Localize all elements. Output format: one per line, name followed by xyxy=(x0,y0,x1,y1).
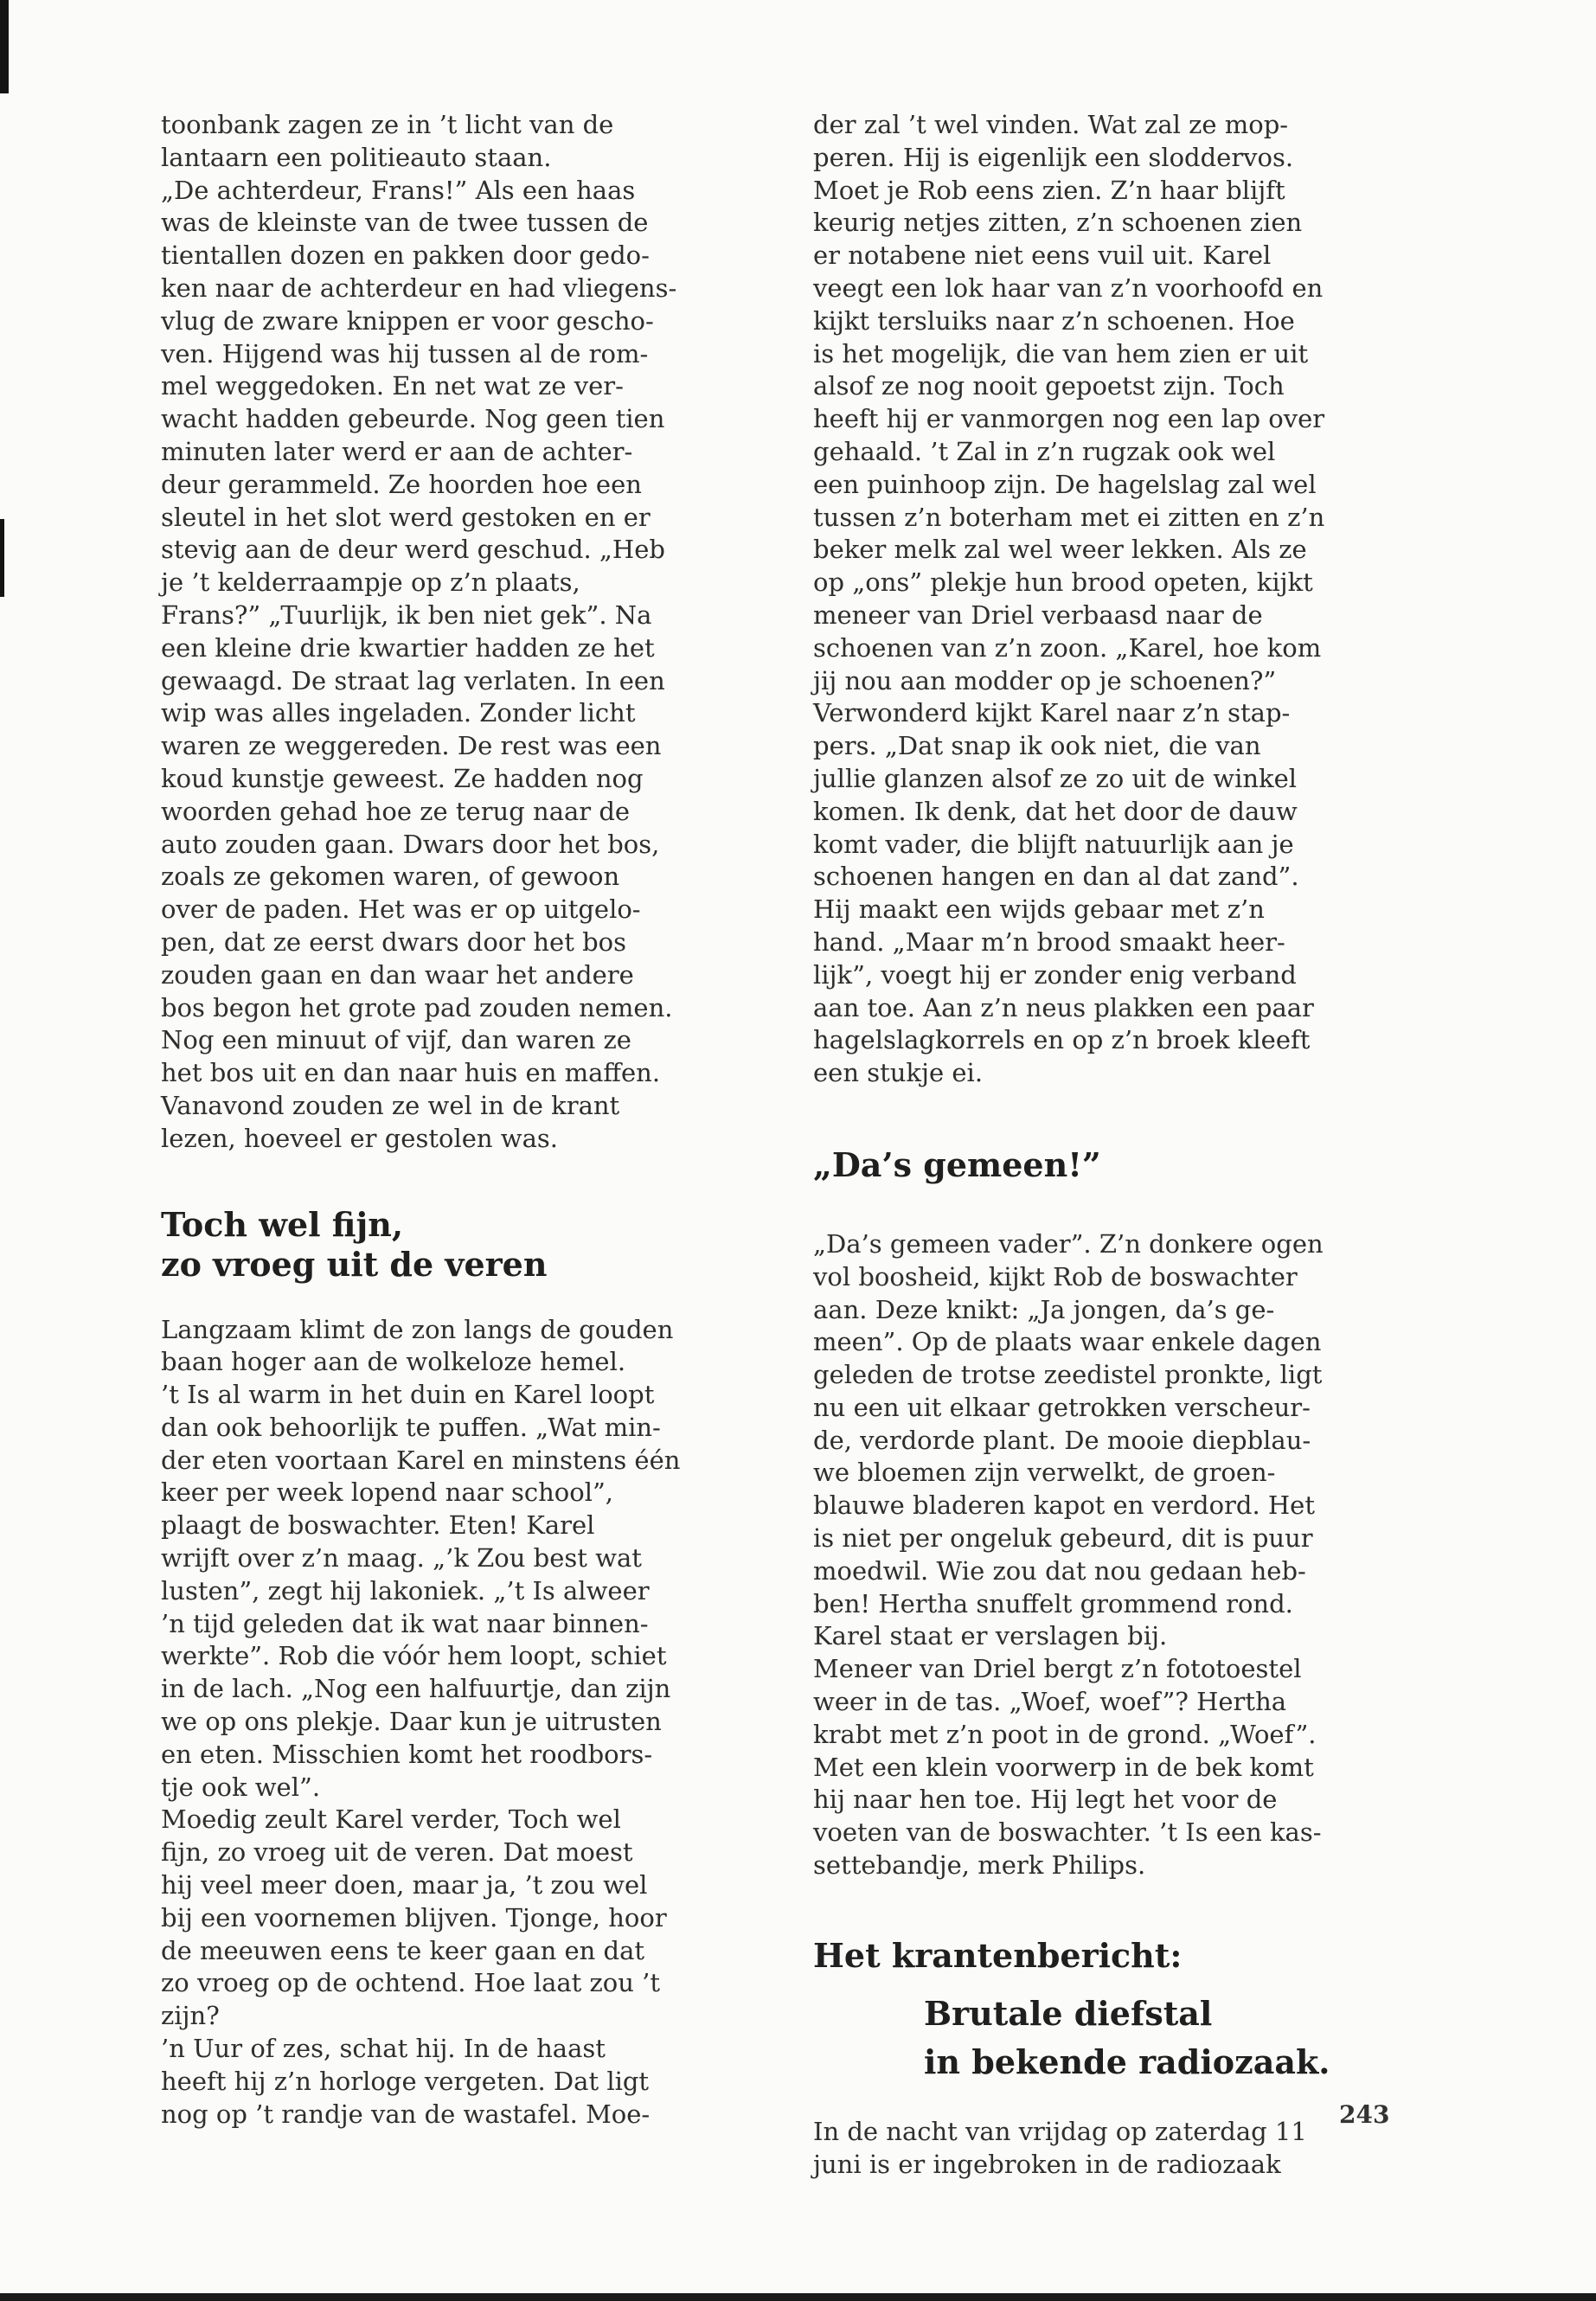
story-paragraph: In de nacht van vrijdag op zaterdag 11 juni is er ingebroken in de radiozaak xyxy=(813,2116,1307,2179)
section-heading: Toch wel fijn, zo vroeg uit de veren xyxy=(161,1204,548,1284)
scan-bottom-rule xyxy=(0,2293,1596,2301)
left-column xyxy=(161,109,766,2131)
section-heading: „Da’s gemeen!” xyxy=(813,1144,1101,1184)
story-paragraph: der zal ’t wel vinden. Wat zal ze mop- peren. Hij is eigenlijk een sloddervos. Moet je Rob eens zien. Z’n haar blijft keurig netjes zitten, z’n schoenen zien er notabene niet eens vuil uit. Karel veegt een lok haar van z’n voorhoofd en kijkt tersluiks naar z’n schoenen. Hoe is het mogelijk, die van hem zien er uit alsof ze nog nooit gepoetst zijn. Toch heeft hij er vanmorgen nog een lap over gehaald. ’t Zal in z’n rugzak ook wel een puinhoop zijn. De hagelslag zal wel tussen z’n boterham met ei zitten en z’n beker melk zal wel weer lekken. Als ze op „ons” plekje hun brood opeten, kijkt meneer van Driel verbaasd naar de schoenen van z’n zoon. „Karel, hoe kom jij nou aan modder op je schoenen?” Verwonderd kijkt Karel naar z’n stap- pers. „Dat snap ik ook niet, die van jullie glanzen alsof ze zo uit de winkel komen. Ik denk, dat het door de dauw komt vader, die blijft natuurlijk aan je schoenen hangen en dan al dat zand”. Hij maakt een wijds gebaar met z’n hand. „Maar m’n brood smaakt heer- lijk”, voegt hij er zonder enig verband aan toe. Aan z’n neus plakken een paar hagelslagkorrels en op z’n broek kleeft een stukje ei. xyxy=(813,110,1325,1088)
page-number: 243 xyxy=(1339,2100,1390,2129)
newspaper-headline: Brutale diefstal in bekende radiozaak. xyxy=(924,1993,1330,2081)
story-paragraph: Langzaam klimt de zon langs de gouden baan hoger aan de wolkeloze hemel. ’t Is al warm in het duin en Karel loopt dan ook behoorlijk te puffen. „Wat min- der eten voortaan Karel en minstens één keer per week lopend naar school”, plaagt de boswachter. Eten! Karel wrijft over z’n maag. „’k Zou best wat lusten”, zegt hij lakoniek. „’t Is alweer ’n tijd geleden dat ik wat naar binnen- werkte”. Rob die vóór hem loopt, schiet in de lach. „Nog een halfuurtje, dan zijn we op ons plekje. Daar kun je uitrusten en eten. Misschien komt het roodbors- tje ook wel”. Moedig zeult Karel verder, Toch wel fijn, zo vroeg uit de veren. Dat moest hij veel meer doen, maar ja, ’t zou wel bij een voornemen blijven. Tjonge, hoor de meeuwen eens te keer gaan en dat zo vroeg op de ochtend. Hoe laat zou ’t zijn? ’n Uur of zes, schat hij. In de haast heeft hij z’n horloge vergeten. Dat ligt nog op ’t randje van de wastafel. Moe- xyxy=(161,1314,681,2129)
story-paragraph: „Da’s gemeen vader”. Z’n donkere ogen vol boosheid, kijkt Rob de boswachter aan. Deze knikt: „Ja jongen, da’s ge- meen”. Op de plaats waar enkele dagen geleden de trotse zeedistel pronkte, ligt nu een uit elkaar getrokken verscheur- de, verdorde plant. De mooie diepblau- we bloemen zijn verwelkt, de groen- blauwe bladeren kapot en verdord. Het is niet per ongeluk gebeurd, dit is puur moedwil. Wie zou dat nou gedaan heb- ben! Hertha snuffelt grommend rond. Karel staat er verslagen bij. Meneer van Driel bergt z’n fototoestel weer in de tas. „Woef, woef”? Hertha krabt met z’n poot in de grond. „Woef”. Met een klein voorwerp in de bek komt hij naar hen toe. Hij legt het voor de voeten van de boswachter. ’t Is een kas- settebandje, merk Philips. xyxy=(813,1228,1324,1881)
story-paragraph: toonbank zagen ze in ’t licht van de lantaarn een politieauto staan. „De achterdeur, Frans!” Als een haas was de kleinste van de twee tussen de tientallen dozen en pakken door gedo- ken naar de achterdeur en had vliegens- vlug de zware knippen er voor gescho- ven. Hijgend was hij tussen al de rom- mel weggedoken. En net wat ze ver- wacht hadden gebeurde. Nog geen tien minuten later werd er aan de achter- deur gerammeld. Ze hoorden hoe een sleutel in het slot werd gestoken en er stevig aan de deur werd geschud. „Heb je ’t kelderraampje op z’n plaats, Frans?” „Tuurlijk, ik ben niet gek”. Na een kleine drie kwartier hadden ze het gewaagd. De straat lag verlaten. In een wip was alles ingeladen. Zonder licht waren ze weggereden. De rest was een koud kunstje geweest. Ze hadden nog woorden gehad hoe ze terug naar de auto zouden gaan. Dwars door het bos, zoals ze gekomen waren, of gewoon over de paden. Het was er op uitgelo- pen, dat ze eerst dwars door het bos zouden gaan en dan waar het andere bos begon het grote pad zouden nemen. Nog een minuut of vijf, dan waren ze het bos uit en dan naar huis en maffen. Vanavond zouden ze wel in de krant lezen, hoeveel er gestolen was. xyxy=(161,110,677,1153)
scan-edge-bar xyxy=(0,0,9,93)
section-heading: Het krantenbericht: xyxy=(813,1935,1183,1975)
right-column xyxy=(813,109,1419,2181)
scan-edge-mark xyxy=(0,519,4,597)
